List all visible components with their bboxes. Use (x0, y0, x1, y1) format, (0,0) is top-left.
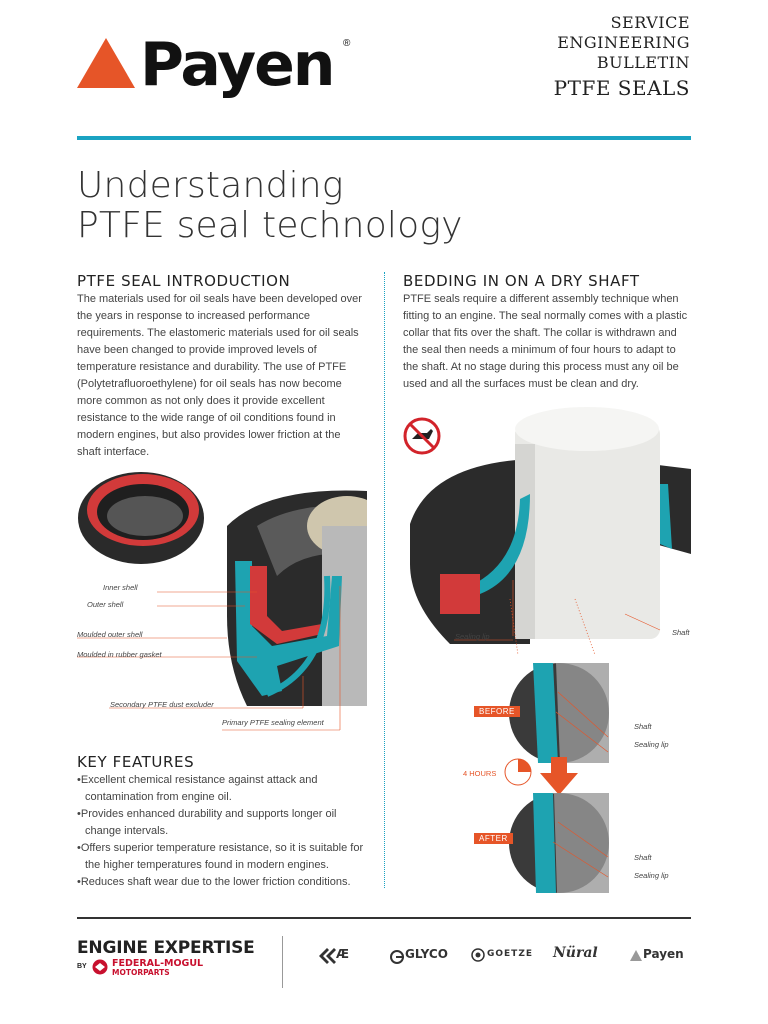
before-label-shaft: Shaft (634, 722, 652, 731)
title-line-2: PTFE seal technology (77, 205, 463, 246)
label-sealing-lip: Sealing lip (455, 632, 490, 641)
ae-chevron-icon (318, 947, 336, 965)
payen-small-triangle-icon (630, 950, 642, 961)
brand-ae: Æ (336, 947, 350, 961)
list-item: • Reduces shaft wear due to the lower friction conditions. (77, 874, 372, 891)
intro-body: The materials used for oil seals have been developed over the years in response to increased performance requirements. The elastomeric materials used for oil seals have been changed to provide improved levels of temperature resistance and durability. The use of PTFE (Polytetrafluoroethylene) for oil seals has now become more common as not only does it provide excellent resistance to the wide range of oil conditions found in modern engines, but also provides lower friction at the shaft interface. (77, 293, 362, 458)
list-item: • Provides enhanced durability and supports longer oil change intervals. (77, 806, 372, 840)
label-shaft: Shaft (672, 628, 690, 637)
bulletin-topic: PTFE SEALS (553, 76, 690, 100)
label-outer-shell: Outer shell (87, 600, 124, 609)
label-moulded-outer-shell: Moulded outer shell (77, 630, 143, 639)
footer-divider (282, 936, 283, 988)
bulletin-line: BULLETIN (596, 53, 690, 72)
goetze-logo-icon (471, 948, 485, 962)
footer-rule (77, 917, 691, 919)
before-badge: BEFORE (474, 706, 520, 717)
down-arrow-icon (540, 757, 578, 795)
brand-payen: Payen (643, 947, 684, 961)
after-label-sealing-lip: Sealing lip (634, 871, 669, 880)
glyco-logo-icon (390, 950, 404, 964)
before-magnifier (508, 662, 610, 764)
brand-glyco: GLYCO (405, 947, 448, 961)
engine-expertise-title: ENGINE EXPERTISE (77, 938, 255, 958)
bedding-body: PTFE seals require a different assembly technique when fitting to an engine. The seal normally comes with a plastic collar that fits over the shaft. The collar is withdrawn and the seal then needs a minimum of four hours to adapt to the shaft. At no stage during this process must any oil be used and all the surfaces must be clean and dry. (403, 293, 688, 390)
brand-nural: Nüral (553, 945, 598, 961)
label-dust-excluder: Secondary PTFE dust excluder (110, 700, 214, 709)
column-divider (384, 272, 385, 888)
page-title (77, 166, 463, 246)
after-badge: AFTER (474, 833, 513, 844)
after-label-shaft: Shaft (634, 853, 652, 862)
brand-wordmark: Payen (140, 30, 334, 100)
brand-goetze: GOETZE (487, 949, 533, 959)
payen-logo-triangle-icon (77, 38, 135, 88)
registered-mark: ® (343, 38, 351, 49)
by-label: BY (77, 963, 87, 970)
title-line-1: Understanding (77, 165, 344, 206)
before-label-sealing-lip: Sealing lip (634, 740, 669, 749)
label-sealing-element: Primary PTFE sealing element (222, 718, 324, 727)
label-moulded-gasket: Moulded in rubber gasket (77, 650, 162, 659)
list-item: • Excellent chemical resistance against attack and contamination from engine oil. (77, 772, 372, 806)
key-features-heading: KEY FEATURES (77, 753, 195, 771)
list-item: • Offers superior temperature resistance, so it is suitable for the higher temperatures found in modern engines. (77, 840, 372, 874)
intro-heading: PTFE SEAL INTRODUCTION (77, 272, 291, 290)
key-features-list (77, 772, 372, 891)
bulletin-block (554, 13, 690, 103)
shaft-seal-diagram (410, 404, 691, 654)
bulletin-line: ENGINEERING (557, 33, 690, 52)
federal-mogul-wordmark: FEDERAL-MOGUL (112, 958, 204, 969)
header-rule (77, 136, 691, 140)
after-magnifier (508, 792, 610, 894)
clock-icon (503, 757, 533, 787)
bulletin-line: SERVICE (610, 13, 690, 32)
bedding-heading: BEDDING IN ON A DRY SHAFT (403, 272, 640, 290)
federal-mogul-logo-icon (92, 959, 108, 975)
hours-label: 4 HOURS (463, 769, 497, 778)
motorparts-wordmark: MOTORPARTS (112, 968, 170, 977)
label-inner-shell: Inner shell (103, 583, 138, 592)
